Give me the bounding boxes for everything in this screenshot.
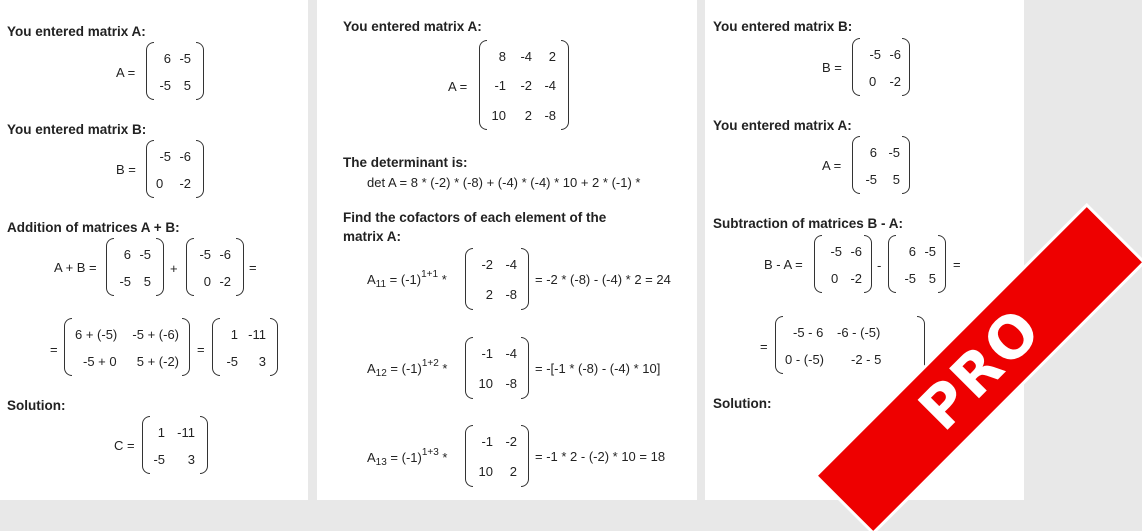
matrix-cell: -11 xyxy=(248,327,266,342)
matrix-cell: -5 - 6 xyxy=(793,325,824,340)
matrix-cell: -8 xyxy=(544,108,556,123)
matrix-b xyxy=(146,140,204,198)
heading-matrix-a: You entered matrix A: xyxy=(713,118,852,133)
matrix-cell: -5 xyxy=(199,247,211,262)
matrix-cell: -5 xyxy=(904,271,916,286)
matrix-cell: 2 xyxy=(509,464,517,479)
matrix-cell: -5 xyxy=(869,47,881,62)
solution-matrix xyxy=(142,416,208,474)
equals-sign: = xyxy=(197,342,205,357)
b-minus-a-label: B - A = xyxy=(764,257,803,272)
matrix-cell: 5 xyxy=(143,274,151,289)
matrix-cell: -5 xyxy=(226,354,238,369)
matrix-cell: 0 xyxy=(869,74,877,89)
matrix-cell: -6 xyxy=(219,247,231,262)
heading-matrix-a: You entered matrix A: xyxy=(7,24,146,39)
screen-cofactors xyxy=(317,0,697,500)
matrix-cell: 8 xyxy=(498,49,506,64)
matrix-cell: -5 xyxy=(888,145,900,160)
matrix-cell: -5 xyxy=(865,172,877,187)
cofactor-a13-label: $A_{13} = (-1)^{1+3}$ * xyxy=(367,447,448,468)
matrix-cell: -4 xyxy=(505,346,517,361)
minor-matrix-13 xyxy=(465,425,529,487)
matrix-cell: 5 + (-2) xyxy=(136,354,179,369)
heading-solution: Solution: xyxy=(7,398,66,413)
matrix-cell: 6 xyxy=(123,247,131,262)
matrix-cell: -6 xyxy=(850,244,862,259)
matrix-cell: -2 xyxy=(505,434,517,449)
matrix-a-label: A = xyxy=(116,65,136,80)
matrix-cell: 0 - (-5) xyxy=(785,352,824,367)
matrix-cell: -8 xyxy=(505,376,517,391)
matrix-a-3x3 xyxy=(479,40,569,130)
matrix-cell: -5 xyxy=(179,51,191,66)
matrix-cell: -2 xyxy=(520,78,532,93)
matrix-cell: -6 xyxy=(889,47,901,62)
matrix-cell: 3 xyxy=(187,452,195,467)
matrix-a xyxy=(106,238,164,296)
result-matrix xyxy=(212,318,278,376)
matrix-cell: -5 xyxy=(153,452,165,467)
heading-cofactors: Find the cofactors of each element of the xyxy=(343,210,607,225)
matrix-a xyxy=(852,136,910,194)
matrix-cell: 2 xyxy=(524,108,532,123)
matrix-cell: -2 xyxy=(179,176,191,191)
matrix-a-label: A = xyxy=(822,158,842,173)
matrix-cell: -8 xyxy=(505,287,517,302)
cofactor-a12-label: $A_{12} = (-1)^{1+2}$ * xyxy=(367,358,448,379)
screen-addition xyxy=(0,0,308,500)
heading-subtraction: Subtraction of matrices B - A: xyxy=(713,216,904,231)
matrix-cell: 1 xyxy=(230,327,238,342)
matrix-cell: -4 xyxy=(505,257,517,272)
cofactor-a12-result: = -[-1 * (-8) - (-4) * 10] xyxy=(535,361,661,376)
matrix-cell: 0 xyxy=(831,271,839,286)
matrix-a xyxy=(146,42,204,100)
matrix-cell: 0 xyxy=(203,274,211,289)
heading-determinant: The determinant is: xyxy=(343,155,468,170)
matrix-cell: 10 xyxy=(478,464,493,479)
matrix-cell: -1 xyxy=(481,346,493,361)
plus-sign: + xyxy=(170,261,178,276)
heading-matrix-b: You entered matrix B: xyxy=(713,19,853,34)
cofactor-a13-result: = -1 * 2 - (-2) * 10 = 18 xyxy=(535,449,666,464)
matrix-cell: 6 xyxy=(869,145,877,160)
matrix-cell: -5 xyxy=(159,78,171,93)
difference-matrix xyxy=(775,316,925,374)
matrix-cell: 0 xyxy=(156,176,164,191)
sum-matrix xyxy=(64,318,190,376)
matrix-cell: 5 xyxy=(892,172,900,187)
matrix-cell: -5 xyxy=(139,247,151,262)
minus-sign: - xyxy=(877,258,882,273)
matrix-b-label: B = xyxy=(822,60,842,75)
matrix-cell: 2 xyxy=(485,287,493,302)
matrix-c-label: C = xyxy=(114,438,135,453)
matrix-cell: -5 + (-6) xyxy=(132,327,179,342)
matrix-cell: -2 xyxy=(889,74,901,89)
matrix-cell: 5 xyxy=(183,78,191,93)
pro-ribbon: PRO xyxy=(818,207,1142,531)
matrix-cell: -5 xyxy=(119,274,131,289)
matrix-a-label: A = xyxy=(448,79,468,94)
minor-matrix-11 xyxy=(465,248,529,310)
matrix-cell: 1 xyxy=(157,425,165,440)
cofactor-a11-result: = -2 * (-8) - (-4) * 2 = 24 xyxy=(535,272,671,287)
matrix-b xyxy=(814,235,872,293)
matrix-cell: -2 xyxy=(219,274,231,289)
matrix-cell: 3 xyxy=(258,354,266,369)
matrix-b xyxy=(186,238,244,296)
equals-sign: = xyxy=(760,339,768,354)
matrix-cell: -4 xyxy=(520,49,532,64)
matrix-cell: -5 xyxy=(924,244,936,259)
equals-sign: = xyxy=(249,260,257,275)
heading-matrix-b: You entered matrix B: xyxy=(7,122,147,137)
heading-addition: Addition of matrices A + B: xyxy=(7,220,180,235)
matrix-cell: 6 xyxy=(908,244,916,259)
matrix-cell: 10 xyxy=(478,376,493,391)
matrix-cell: -1 xyxy=(481,434,493,449)
determinant-expression: det A = 8 * (-2) * (-8) + (-4) * (-4) * 10 + 2 * (-1) * xyxy=(367,175,641,190)
matrix-cell: -5 xyxy=(830,244,842,259)
matrix-cell: -5 xyxy=(159,149,171,164)
heading-cofactors-line2: matrix A: xyxy=(343,229,402,244)
matrix-cell: -6 - (-5) xyxy=(837,325,881,340)
matrix-cell: 6 xyxy=(163,51,171,66)
cofactor-a11-label: $A_{11} = (-1)^{1+1}$ * xyxy=(367,269,447,290)
matrix-cell: 5 xyxy=(928,271,936,286)
matrix-a xyxy=(888,235,946,293)
minor-matrix-12 xyxy=(465,337,529,399)
matrix-b xyxy=(852,38,910,96)
matrix-cell: -6 xyxy=(179,149,191,164)
heading-matrix-a: You entered matrix A: xyxy=(343,19,482,34)
equals-sign: = xyxy=(953,257,961,272)
matrix-cell: -2 - 5 xyxy=(851,352,882,367)
equals-sign: = xyxy=(50,342,58,357)
matrix-cell: -5 + 0 xyxy=(83,354,117,369)
matrix-cell: -11 xyxy=(177,425,195,440)
matrix-cell: -1 xyxy=(494,78,506,93)
matrix-cell: -4 xyxy=(544,78,556,93)
matrix-cell: -2 xyxy=(850,271,862,286)
matrix-cell: 6 + (-5) xyxy=(75,327,118,342)
heading-solution: Solution: xyxy=(713,396,772,411)
a-plus-b-label: A + B = xyxy=(54,260,97,275)
matrix-cell: -2 xyxy=(481,257,493,272)
matrix-b-label: B = xyxy=(116,162,136,177)
matrix-cell: 2 xyxy=(548,49,556,64)
matrix-cell: 10 xyxy=(491,108,506,123)
